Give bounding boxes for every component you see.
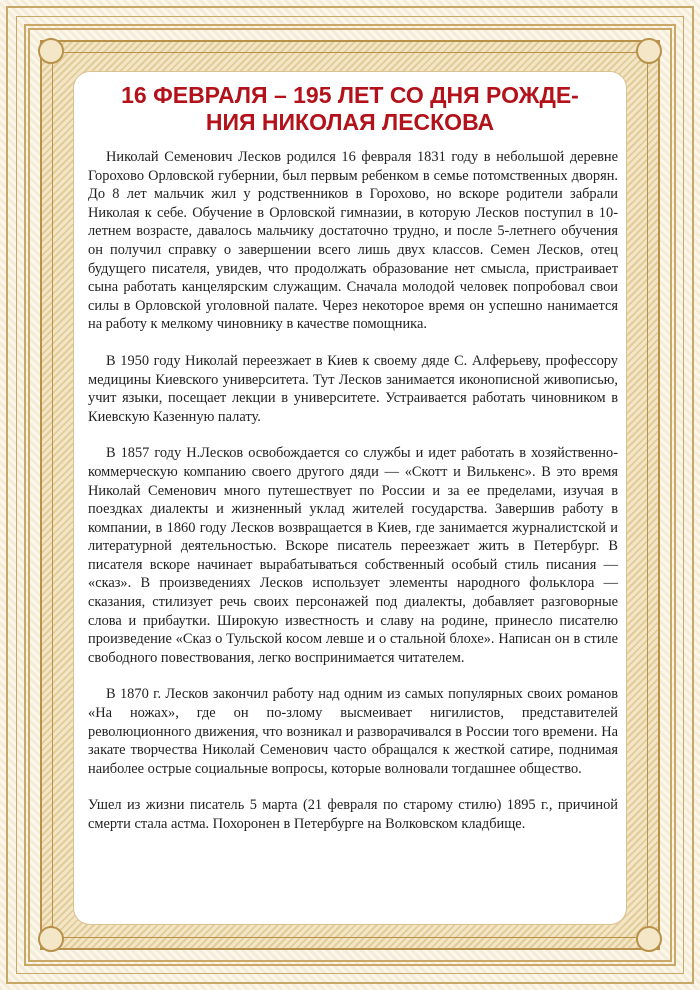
paragraph-5: Ушел из жизни писатель 5 марта (21 февраля по старому стилю) 1895 г., причиной смерти стала астма. Похоронен в Петербурге на Волковском кладбище. [88, 797, 618, 832]
paragraph-4: В 1870 г. Лесков закончил работу над одним из самых популярных своих романов «На ножах», где он по-злому высмеивает нигилистов, представителей революционного движения, что возникал и разворачивался в России того времени. На закате творчества Николай Семенович часто обращался к жесткой сатире, поднимая наиболее острые социальные вопросы, которые волновали тогдашнее общество. [88, 686, 618, 777]
title-line-2: НИЯ НИКОЛАЯ ЛЕСКОВА [205, 109, 495, 135]
corner-ornament-top-right [636, 38, 662, 64]
page-title [88, 82, 612, 136]
paragraph-1: Николай Семенович Лесков родился 16 февраля 1831 году в небольшой деревне Горохово Орловской губернии, был первым ребенком в семье потомственных дворян. До 8 лет мальчик жил у родственников в Горохово, но вскоре родители забрали Николая к себе. Обучение в Орловской гимназии, в которую Лесков поступил в 10-летнем возрасте, давалось мальчику достаточно трудно, и после 5-летнего обучения он получил справку о завершении всего лишь двух классов. Семен Лесков, отец будущего писателя, увидев, что продолжать образование нет смысла, пристраивает сына работать канцелярским служащим. Сначала молодой человек попробовал свои силы в Орловской уголовной палате. Через некоторое время он успешно нанимается на работу к мелкому чиновнику в качестве помощника. [88, 149, 618, 333]
paragraph-2: В 1950 году Николай переезжает в Киев к своему дяде С. Алферьеву, профессору медицины Киевского университета. Тут Лесков занимается иконописной живописью, учит языки, посещает лекции в университете. Устраивается работать чиновником в Киевскую Казенную палату. [88, 352, 618, 425]
corner-ornament-top-left [38, 38, 64, 64]
text-panel [74, 72, 626, 924]
corner-ornament-bottom-left [38, 926, 64, 952]
paragraph-3: В 1857 году Н.Лесков освобождается со службы и идет работать в хозяйственно-коммерческую компанию своего другого дяди — «Скотт и Вилькенс». В это время Николай Семенович много путешествует по России и за ее пределами, изучая в поездках диалекты и жизненный уклад жителей государства. Завершив работу в компании, в 1860 году Лесков возвращается в Киев, где занимается журналистской и литературной деятельностью. Вскоре писатель переезжает жить в Петербург. В писателя вскоре начинает вырабатываться собственный особый стиль писания — «сказ». В произведениях Лесков использует элементы народного фольклора — сказания, стилизует речь своих персонажей под диалекты, добавляет разговорные слова и прибаутки. Широкую известность и славу на родине, принесло писателю произведение «Сказ о Тульской косом левше и о стальной блохе». Написан он в стиле свободного повествования, легко воспринимается читателем. [88, 445, 618, 666]
corner-ornament-bottom-right [636, 926, 662, 952]
article-body [88, 148, 618, 834]
title-line-1: 16 ФЕВРАЛЯ – 195 ЛЕТ СО ДНЯ РОЖДЕ- [121, 82, 579, 108]
